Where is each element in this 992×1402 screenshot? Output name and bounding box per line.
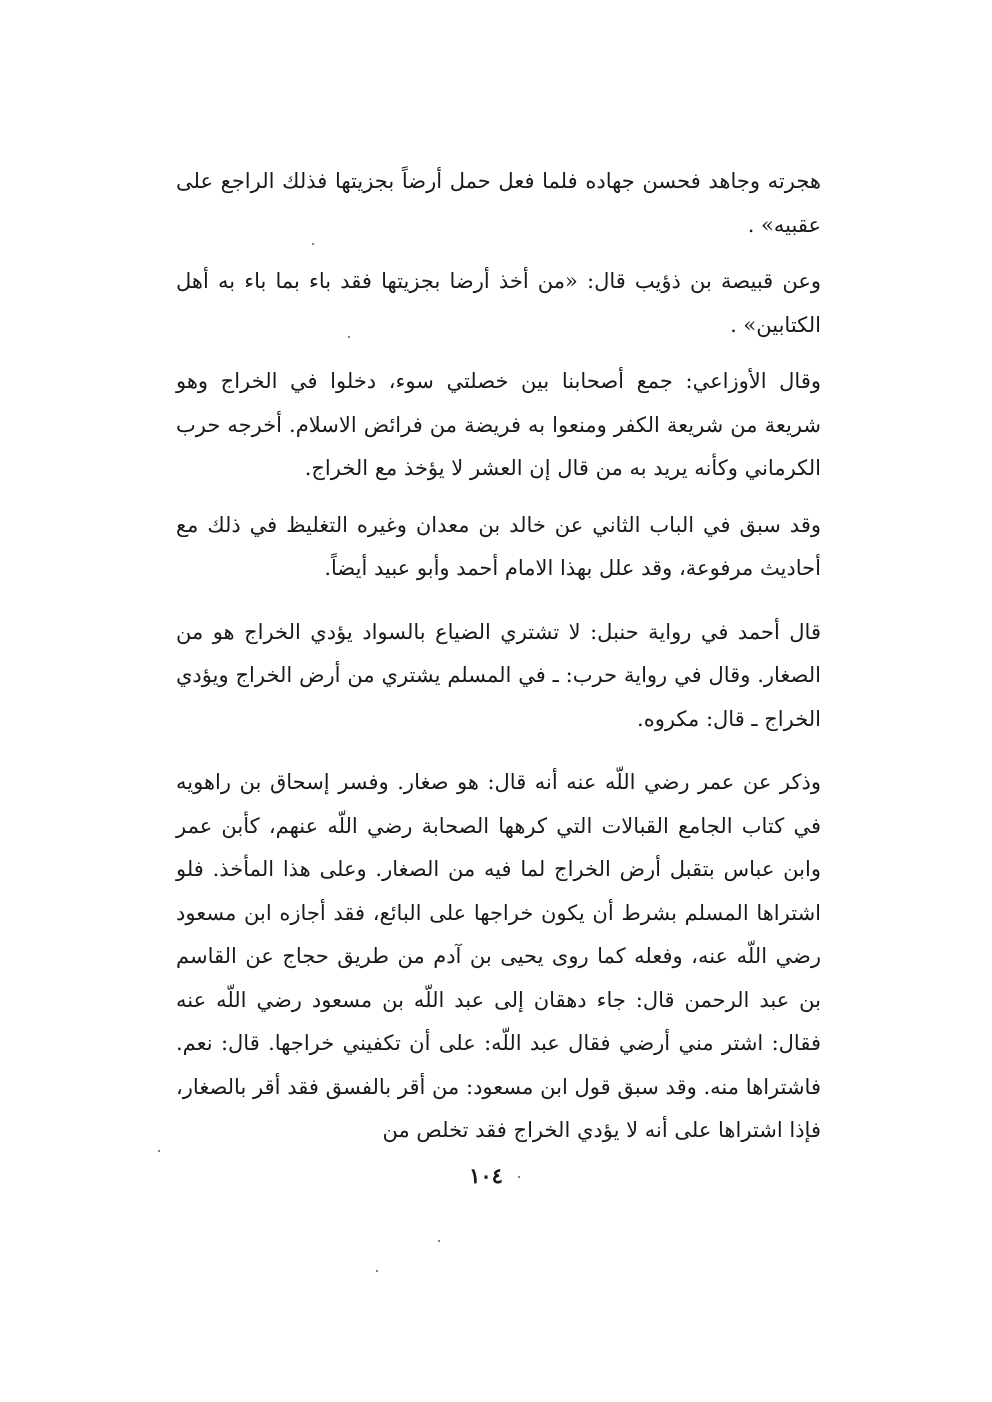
scan-speck [438, 1240, 440, 1242]
scan-speck [312, 243, 314, 245]
page-body [176, 160, 821, 1153]
paragraph-ahmad: قال أحمد في رواية حنبل: لا تشتري الضياع بالسواد يؤدي الخراج هو من الصغار. وقال في رواية حرب: ـ في المسلم يشتري من أرض الخراج ويؤدي الخراج ـ قال: مكروه. [176, 619, 821, 731]
paragraph-awzai: وقال الأوزاعي: جمع أصحابنا بين خصلتي سوء، دخلوا في الخراج وهو شريعة من شريعة الكفر ومنعوا به فريضة من فرائض الاسلام. أخرجه حرب الكرماني وكأنه يريد به من قال إن العشر لا يؤخذ مع الخراج. [176, 369, 821, 480]
scan-speck [376, 1270, 378, 1272]
paragraph-qabisa: وعن قبيصة بن ذؤيب قال: «من أخذ أرضا بجزيتها فقد باء بما باء به أهل الكتابين» . [176, 269, 821, 337]
paragraph-hijrah: هجرته وجاهد فحسن جهاده فلما فعل حمل أرضاً بجزيتها فذلك الراجع على عقبيه» . [176, 169, 821, 237]
scan-speck [348, 336, 350, 338]
page-number: ١٠٤ [469, 1163, 503, 1188]
scan-speck [518, 1176, 520, 1178]
paragraph-khalid: وقد سبق في الباب الثاني عن خالد بن معدان وغيره التغليظ في ذلك مع أحاديث مرفوعة، وقد علل بهذا الامام أحمد وأبو عبيد أيضاً. [176, 512, 821, 580]
paragraph-umar: وذكر عن عمر رضي اللّه عنه أنه قال: هو صغار. وفسر إسحاق بن راهويه في كتاب الجامع القبالات التي كرهها الصحابة رضي اللّه عنهم، كأبن عمر وابن عباس بتقبل أرض الخراج لما فيه من الصغار. وعلى هذا المأخذ. فلو اشتراها المسلم بشرط أن يكون خراجها على البائع، فقد أجازه ابن مسعود رضي اللّه عنه، وفعله كما روى يحيى بن آدم من طريق حجاج عن القاسم بن عبد الرحمن قال: جاء دهقان إلى عبد اللّه بن مسعود رضي اللّه عنه فقال: اشتر مني أرضي فقال عبد اللّه: على أن تكفيني خراجها. قال: نعم. فاشتراها منه. وقد سبق قول ابن مسعود: من أقر بالفسق فقد أقر بالصغار، فإذا اشتراها على أنه لا يؤدي الخراج فقد تخلص من [176, 770, 821, 1142]
scan-speck [158, 1150, 160, 1152]
